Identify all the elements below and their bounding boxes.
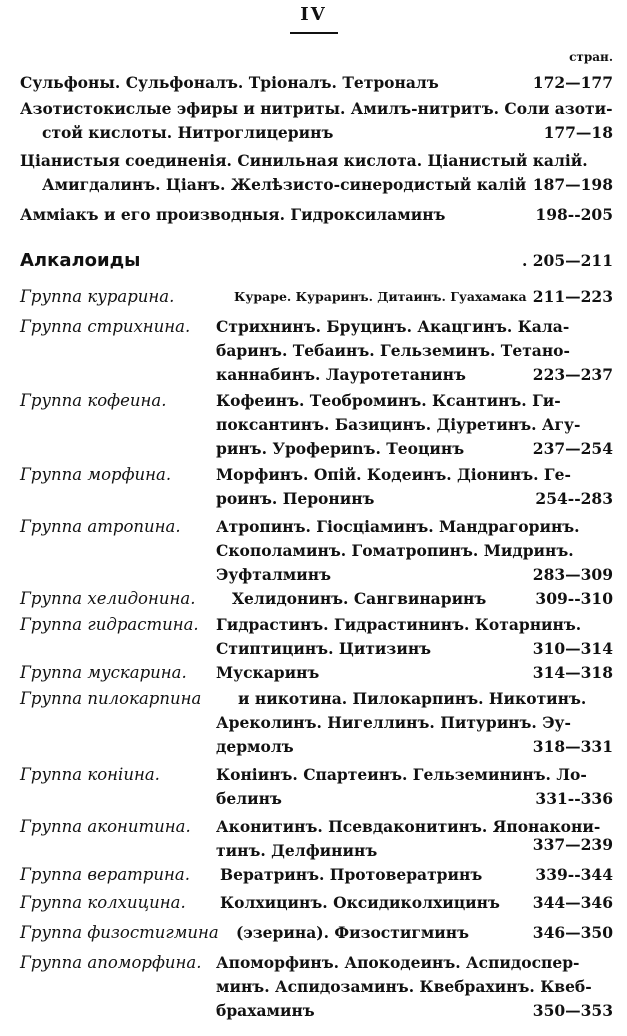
group-text: Вератринъ. Протовератринъ xyxy=(220,865,483,884)
group-text: брахаминъ xyxy=(216,1001,315,1020)
page-number: IV xyxy=(300,4,327,25)
toc-group-entry xyxy=(20,390,613,460)
group-text: Ареколинъ. Нигеллинъ. Питуринъ. Эу- xyxy=(216,713,571,732)
entry-pages: 350—353 xyxy=(532,1001,613,1020)
entry-pages: 237—254 xyxy=(532,439,613,458)
entry-pages: 346—350 xyxy=(532,923,613,942)
group-text: Хелидонинъ. Сангвинаринъ xyxy=(232,589,487,608)
toc-entry xyxy=(20,150,613,196)
group-label: Группа пилокарпина xyxy=(20,689,202,708)
group-text: Мускаринъ xyxy=(216,663,320,682)
group-text: Эуфталминъ xyxy=(216,565,332,584)
entry-pages: 314—318 xyxy=(532,663,613,682)
toc-group-entry xyxy=(20,662,613,684)
entry-pages: 172—177 xyxy=(532,73,613,92)
group-text: и никотина. Пилокарпинъ. Никотинъ. xyxy=(238,689,587,708)
entry-pages: 254--283 xyxy=(535,489,613,508)
toc-group-entry xyxy=(20,614,613,660)
entry-pages: 337—239 xyxy=(532,835,613,854)
page-number-rule xyxy=(290,32,338,34)
entry-text: Ціанистыя соединенія. Синильная кислота. Ціанистый калій. xyxy=(20,151,588,170)
entry-pages: 318—331 xyxy=(532,737,613,756)
toc-group-entry xyxy=(20,892,613,914)
group-text: Стрихнинъ. Бруцинъ. Акацгинъ. Калa- xyxy=(216,317,570,336)
group-label: Группа колхицина. xyxy=(20,893,186,912)
group-label: Группа вератрина. xyxy=(20,865,190,884)
group-text: дермолъ xyxy=(216,737,294,756)
toc-group-entry xyxy=(20,588,613,610)
entry-pages: 283—309 xyxy=(532,565,613,584)
group-text: поксантинъ. Базицинъ. Діуретинъ. Агу- xyxy=(216,415,581,434)
group-label: Группа гидрастина. xyxy=(20,615,199,634)
toc-entry xyxy=(20,72,613,94)
group-label: Группа аконитина. xyxy=(20,817,191,836)
group-text: Скополаминъ. Гоматропинъ. Мидринъ. xyxy=(216,541,574,560)
entry-text: Азотистокислые эфиры и нитриты. Амилъ-нитритъ. Соли азоти- xyxy=(20,99,613,118)
group-text: баринъ. Тебаинъ. Гельземинъ. Тетано- xyxy=(216,341,570,360)
group-text: белинъ xyxy=(216,789,282,808)
entry-pages: 211—223 xyxy=(532,287,613,306)
toc-group-entry xyxy=(20,922,613,944)
entry-pages: 339--344 xyxy=(535,865,613,884)
section-pages: . 205—211 xyxy=(521,251,613,270)
group-text: (эзерина). Физостигминъ xyxy=(236,923,470,942)
group-text: Аконитинъ. Псевдаконитинъ. Японакони- xyxy=(216,817,601,836)
entry-pages: 344—346 xyxy=(532,893,613,912)
toc-group-entry xyxy=(20,516,613,586)
group-label: Группа физостигмина xyxy=(20,923,219,942)
entry-text: Амміакъ и его производныя. Гидроксиламинъ xyxy=(20,205,446,224)
group-text: Колхицинъ. Оксидиколхицинъ xyxy=(220,893,500,912)
entry-pages: 310—314 xyxy=(532,639,613,658)
group-text: Гидрастинъ. Гидрастининъ. Котарнинъ. xyxy=(216,615,582,634)
group-text: Морфинъ. Опій. Кодеинъ. Діонинъ. Ге- xyxy=(216,465,571,484)
group-label: Группа апоморфина. xyxy=(20,953,202,972)
entry-pages: 309--310 xyxy=(535,589,613,608)
entry-pages: 187—198 xyxy=(532,175,613,194)
pages-column-header: стран. xyxy=(569,50,613,64)
toc-group-entry xyxy=(20,286,613,308)
group-text: Коніинъ. Спартеинъ. Гельземининъ. Ло- xyxy=(216,765,587,784)
entry-pages: 177—18 xyxy=(543,123,613,142)
toc-group-entry xyxy=(20,316,613,386)
entry-text: Сульфоны. Сульфоналъ. Тріоналъ. Тетроналъ xyxy=(20,73,439,92)
group-label: Группа мускарина. xyxy=(20,663,187,682)
group-label: Группа морфина. xyxy=(20,465,172,484)
group-text: тинъ. Делфининъ xyxy=(216,841,378,860)
group-text: Кураре. Кураринъ. Дитаинъ. Гуахамака xyxy=(234,289,527,304)
group-label: Группа курарина. xyxy=(20,287,175,306)
group-text: Апоморфинъ. Апокодеинъ. Аспидоспер- xyxy=(216,953,580,972)
entry-pages: 223—237 xyxy=(532,365,613,384)
group-text: каннабинъ. Лауротетанинъ xyxy=(216,365,466,384)
group-text: Стиптицинъ. Цитизинъ xyxy=(216,639,432,658)
group-text: минъ. Аспидозаминъ. Квебрахинъ. Квеб- xyxy=(216,977,592,996)
toc-group-entry xyxy=(20,952,613,1022)
entry-text: Амигдалинъ. Ціанъ. Желѣзисто-синеродистый калій xyxy=(42,175,527,194)
entry-text: стой кислоты. Нитроглицеринъ xyxy=(42,123,334,142)
toc-group-entry xyxy=(20,688,613,758)
group-text: Кофеинъ. Теоброминъ. Ксантинъ. Ги- xyxy=(216,391,561,410)
group-label: Группа конiина. xyxy=(20,765,160,784)
section-title: Алкалоиды xyxy=(20,250,141,271)
entry-pages: 198--205 xyxy=(535,205,613,224)
group-label: Группа хелидонина. xyxy=(20,589,196,608)
toc-entry xyxy=(20,98,613,144)
entry-pages: 331--336 xyxy=(535,789,613,808)
group-label: Группа кофеина. xyxy=(20,391,167,410)
toc-group-entry xyxy=(20,864,613,886)
group-label: Группа атропина. xyxy=(20,517,181,536)
toc-entry xyxy=(20,204,613,226)
group-text: Атропинъ. Гіосціаминъ. Мандрагоринъ. xyxy=(216,517,580,536)
toc-group-entry xyxy=(20,816,613,862)
group-text: роинъ. Перонинъ xyxy=(216,489,375,508)
toc-group-entry xyxy=(20,764,613,810)
group-label: Группа стрихнина. xyxy=(20,317,191,336)
toc-group-entry xyxy=(20,464,613,510)
group-text: ринъ. Урофериnъ. Теоцинъ xyxy=(216,439,465,458)
